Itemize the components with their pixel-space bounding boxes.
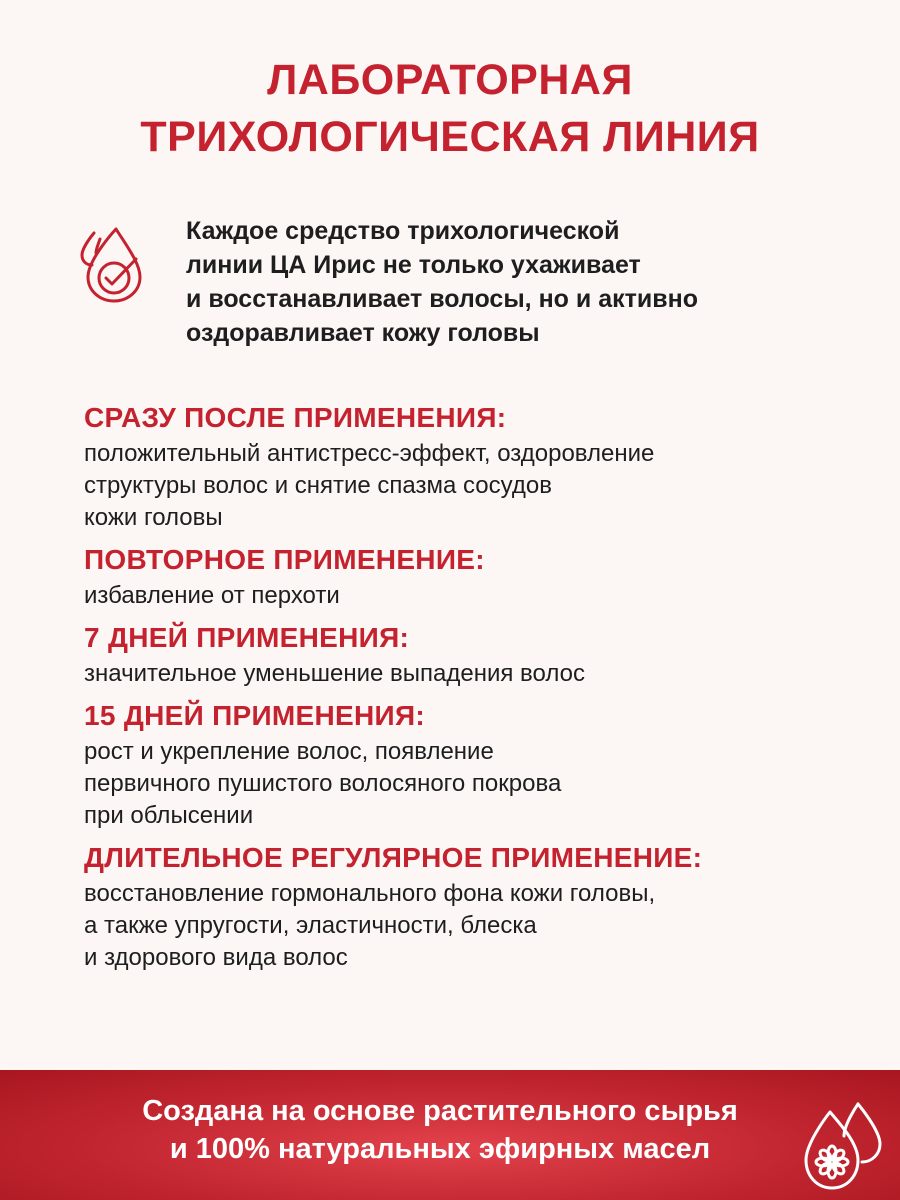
effect-section-repeat [84, 540, 884, 612]
effect-heading: ПОВТОРНОЕ ПРИМЕНЕНИЕ: [84, 544, 485, 575]
effects-list [84, 398, 884, 980]
drop-check-icon [76, 225, 146, 303]
effect-text: положительный антистресс-эффект, оздоровление [84, 440, 655, 467]
effect-heading: ДЛИТЕЛЬНОЕ РЕГУЛЯРНОЕ ПРИМЕНЕНИЕ: [84, 842, 703, 873]
drops-flower-icon [800, 1098, 886, 1194]
effect-text: а также упругости, эластичности, блеска [84, 912, 537, 939]
effect-section-15-days [84, 696, 884, 832]
effect-section-long-term [84, 838, 884, 974]
effect-text: при облысении [84, 802, 254, 829]
effect-text: рост и укрепление волос, появление [84, 738, 494, 765]
intro-line: Каждое средство трихологической [186, 217, 620, 245]
effect-text: и здорового вида волос [84, 944, 348, 971]
bottom-banner [0, 1070, 900, 1200]
banner-text [60, 1092, 820, 1168]
intro-line: линии ЦА Ирис не только ухаживает [186, 251, 641, 279]
banner-line-2: и 100% натуральных эфирных масел [169, 1133, 711, 1165]
intro-line: оздоравливает кожу головы [186, 319, 540, 347]
effect-text: избавление от перхоти [84, 582, 340, 609]
effect-text: первичного пушистого волосяного покрова [84, 770, 562, 797]
banner-line-1: Создана на основе растительного сырья [142, 1095, 738, 1127]
title-line-1: ЛАБОРАТОРНАЯ [267, 56, 633, 104]
effect-section-7-days [84, 618, 884, 690]
effect-text: значительное уменьшение выпадения волос [84, 660, 585, 687]
effect-heading: СРАЗУ ПОСЛЕ ПРИМЕНЕНИЯ: [84, 402, 507, 433]
effect-section-immediate [84, 398, 884, 534]
effect-text: структуры волос и снятие спазма сосудов [84, 472, 552, 499]
effect-text: восстановление гормонального фона кожи головы, [84, 880, 656, 907]
effect-text: кожи головы [84, 504, 223, 531]
intro-description [186, 214, 866, 350]
title-line-2: ТРИХОЛОГИЧЕСКАЯ ЛИНИЯ [140, 113, 760, 161]
effect-heading: 15 ДНЕЙ ПРИМЕНЕНИЯ: [84, 700, 425, 731]
intro-line: и восстанавливает волосы, но и активно [186, 285, 698, 313]
effect-heading: 7 ДНЕЙ ПРИМЕНЕНИЯ: [84, 622, 410, 653]
page-title [0, 52, 900, 166]
